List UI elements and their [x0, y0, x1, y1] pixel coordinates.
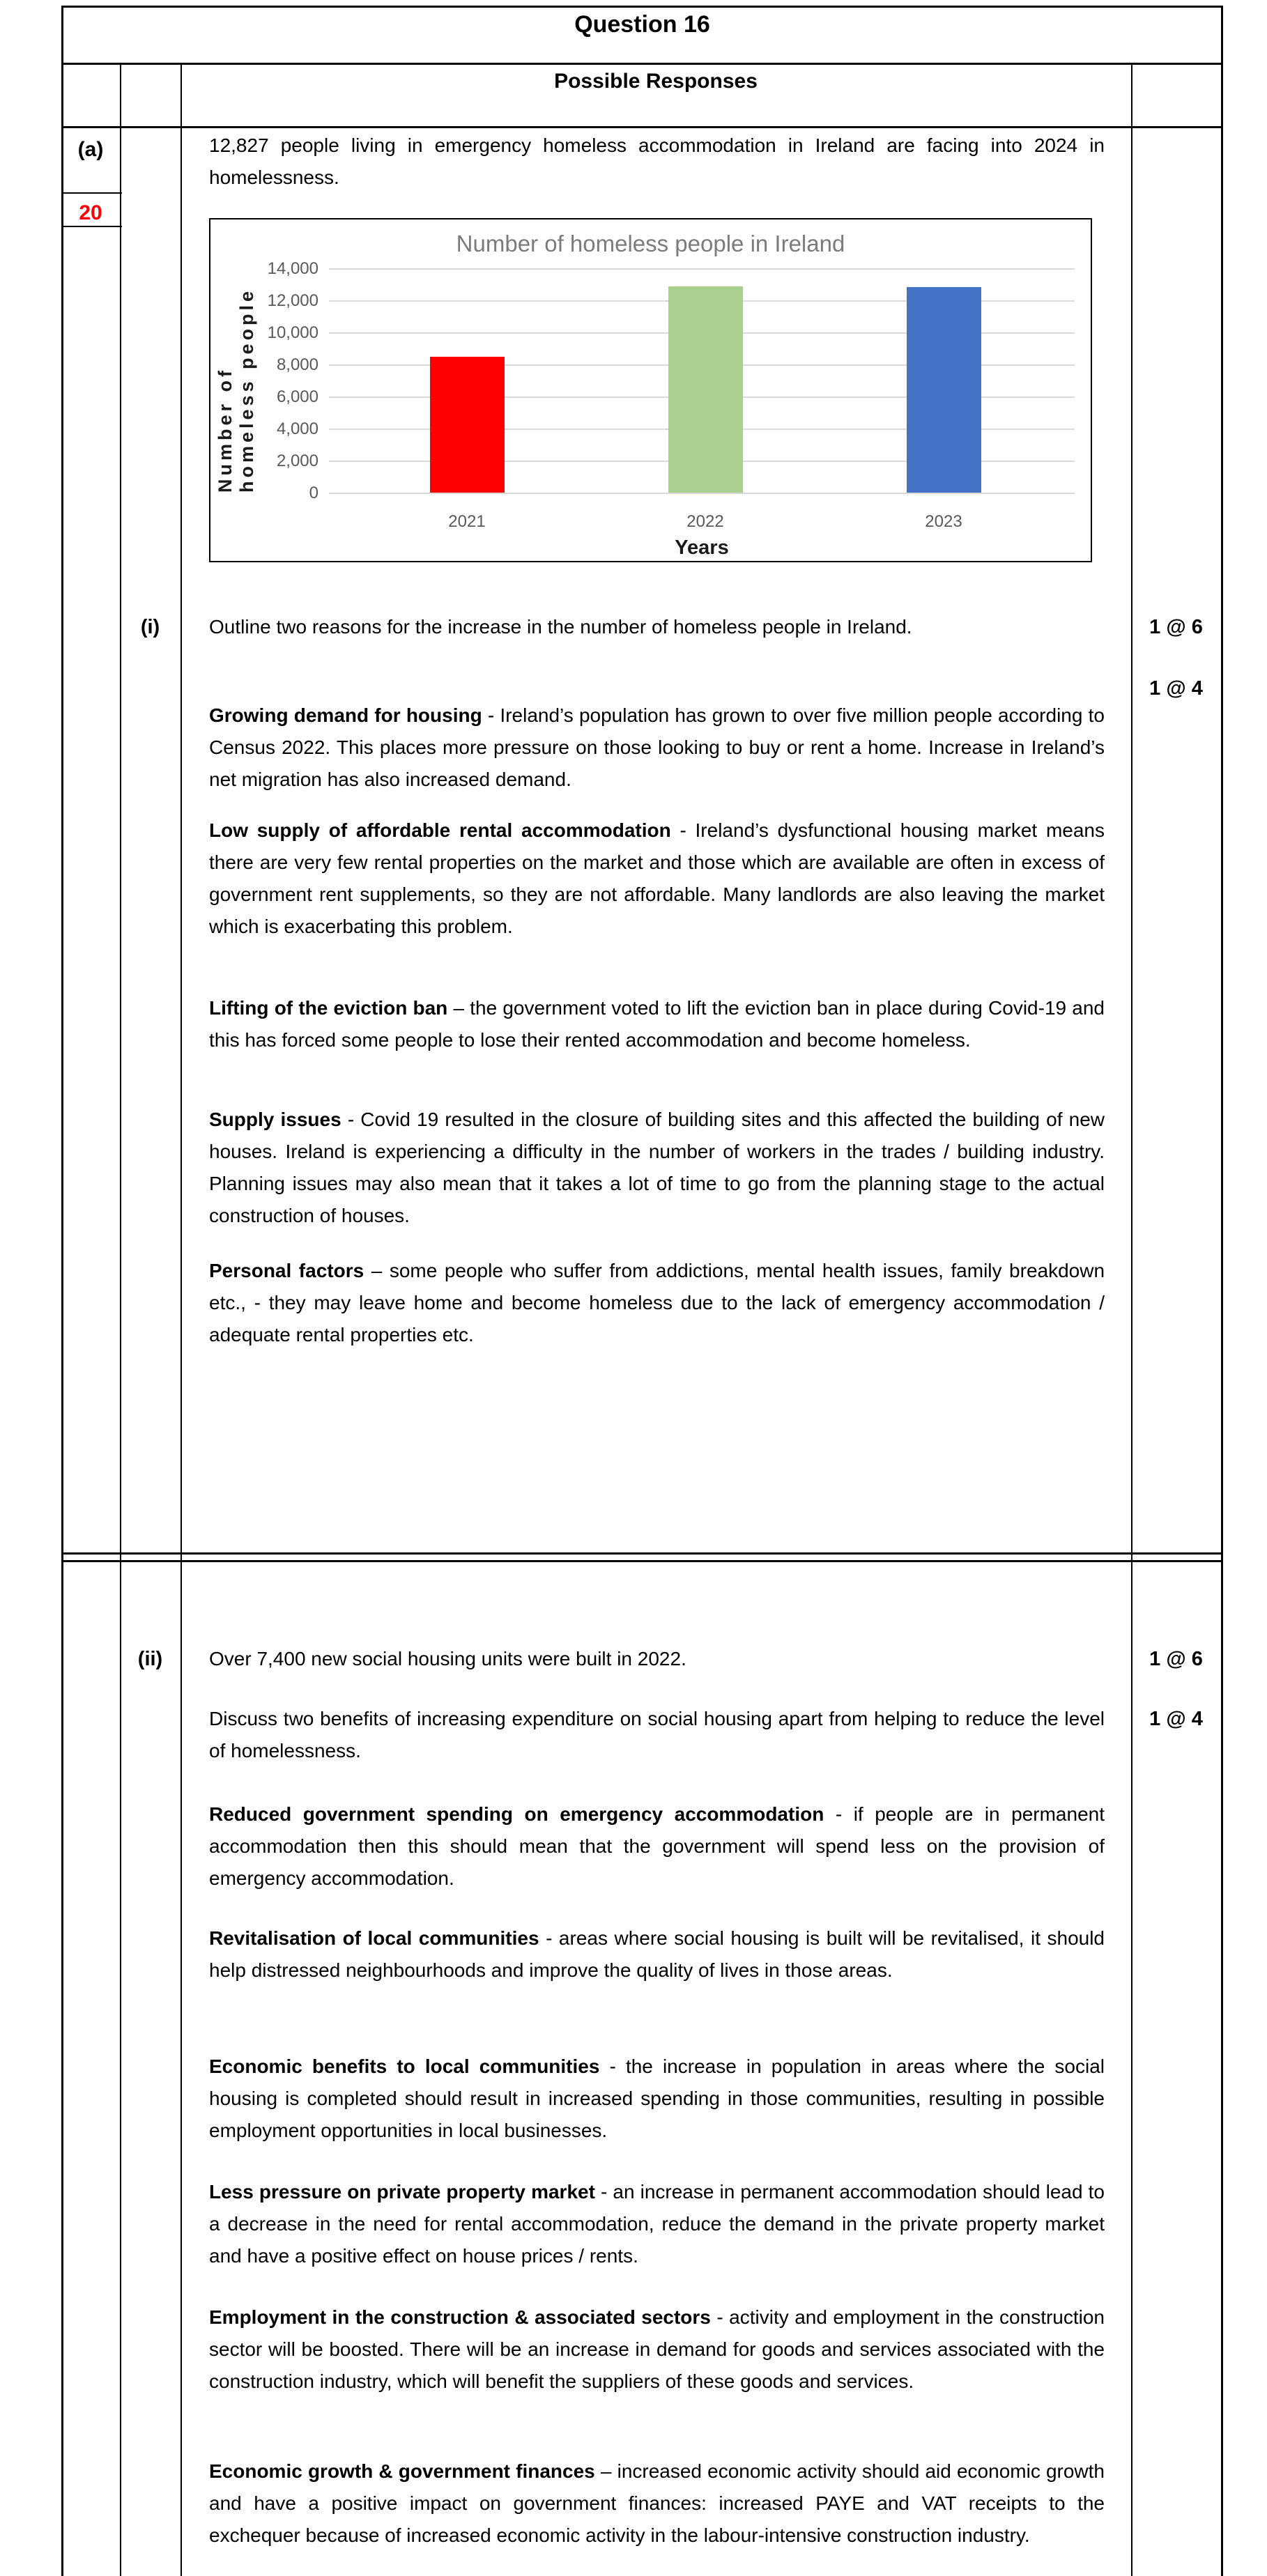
- sub-question-ii-text: Discuss two benefits of increasing expenditure on social housing apart from helping to reduce the level of homelessness.: [209, 1708, 1105, 1761]
- chart-x-tick-label: 2022: [686, 512, 724, 531]
- responses-row-divider: [61, 126, 1223, 128]
- sub-question-i-label: (i): [140, 616, 160, 638]
- marks-col-divider: [1131, 65, 1132, 2576]
- mark-i-first: 1 @ 6: [1149, 616, 1203, 638]
- part-a-intro: 12,827 people living in emergency homeless accommodation in Ireland are facing into 2024 in homelessness.: [209, 134, 1105, 188]
- response-point: Revitalisation of local communities - areas where social housing is built will be revitalised, it should help distressed neighbourhoods and improve the quality of lives in those areas.: [209, 1927, 1105, 1981]
- response-point: Reduced government spending on emergency accommodation - if people are in permanent accommodation then this should mean that the government will spend less on the provision of emergency accommodation.: [209, 1803, 1105, 1889]
- response-point: Personal factors – some people who suffer from addictions, mental health issues, family breakdown etc., - they may leave home and become homeless due to the lack of emergency accommodation / adequate rental properties etc.: [209, 1260, 1105, 1345]
- chart-y-tick-label: 10,000: [267, 323, 318, 342]
- part-a-label-underline: [61, 192, 122, 194]
- response-point: Supply issues - Covid 19 resulted in the closure of building sites and this affected the building of new houses. Ireland is experiencing a difficulty in the number of workers in the trades / building industry. Planning issues may also mean that it takes a lot of time to go from the planning stage to the actual construction of houses.: [209, 1109, 1105, 1226]
- sub-question-ii-intro: Over 7,400 new social housing units were built in 2022.: [209, 1648, 686, 1669]
- chart-bar-2022: [668, 286, 743, 493]
- possible-responses-heading: Possible Responses: [554, 70, 758, 93]
- chart-y-tick-label: 6,000: [276, 387, 318, 406]
- chart-y-axis-label: Number of homeless people: [215, 287, 257, 493]
- chart-x-tick-label: 2023: [925, 512, 962, 531]
- response-point: Lifting of the eviction ban – the government voted to lift the eviction ban in place during Covid-19 and this has forced some people to lose their rented accommodation and become homeless.: [209, 997, 1105, 1051]
- response-point: Growing demand for housing - Ireland’s population has grown to over five million people according to Census 2022. This places more pressure on those looking to buy or rent a home. Increase in Ireland’s net migration has also increased demand.: [209, 704, 1105, 790]
- table-border-top: [61, 6, 1223, 8]
- chart-gridline: [329, 493, 1075, 494]
- homeless-bar-chart: [209, 218, 1092, 562]
- response-point: Economic growth & government finances – increased economic activity should aid economic growth and have a positive impact on government finances: increased PAYE and VAT receipts to the exchequer because of increased economic activity in the labour-intensive construction industry.: [209, 2460, 1105, 2546]
- chart-x-axis-label: Years: [675, 537, 729, 559]
- response-point: Less pressure on private property market - an increase in permanent accommodation should lead to a decrease in the need for rental accommodation, reduce the demand in the private property market and have a positive effect on house prices / rents.: [209, 2181, 1105, 2267]
- chart-y-tick-label: 0: [309, 484, 318, 502]
- response-point: Low supply of affordable rental accommodation - Ireland’s dysfunctional housing market means there are very few rental properties on the market and those which are available are often in excess of government rent supplements, so they are not affordable. Many landlords are also leaving the market which is exacerbating this problem.: [209, 819, 1105, 937]
- part-a-total-marks: 20: [79, 201, 102, 224]
- mark-ii-first: 1 @ 6: [1149, 1648, 1203, 1670]
- chart-bar-2023: [907, 287, 981, 493]
- sub-question-ii-label: (ii): [137, 1648, 163, 1670]
- chart-x-tick-label: 2021: [448, 512, 486, 531]
- mark-ii-second: 1 @ 4: [1149, 1708, 1203, 1730]
- col2-divider: [181, 65, 182, 2576]
- row-divider-double-2: [61, 1560, 1223, 1562]
- part-a-label: (a): [77, 138, 104, 161]
- chart-y-tick-label: 8,000: [276, 355, 318, 374]
- mark-i-second: 1 @ 4: [1149, 677, 1203, 700]
- col1-divider: [120, 65, 121, 2576]
- response-point: Employment in the construction & associated sectors - activity and employment in the construction sector will be boosted. There will be an increase in demand for goods and services associated with the construction industry, which will benefit the suppliers of these goods and services.: [209, 2306, 1105, 2392]
- chart-bar-2021: [430, 357, 505, 493]
- header-row-divider: [61, 63, 1223, 65]
- chart-y-tick-label: 2,000: [276, 452, 318, 470]
- chart-gridline: [329, 268, 1075, 270]
- table-border-left: [61, 6, 63, 2576]
- chart-y-tick-label: 12,000: [267, 291, 318, 310]
- table-border-right: [1221, 6, 1223, 2576]
- response-point: Economic benefits to local communities - the increase in population in areas where the social housing is completed should result in increased spending in those communities, resulting in possible employment opportunities in local businesses.: [209, 2056, 1105, 2141]
- chart-title: Number of homeless people in Ireland: [456, 231, 845, 256]
- chart-y-tick-label: 14,000: [267, 259, 318, 278]
- question-title: Question 16: [574, 11, 710, 38]
- row-divider-double-1: [61, 1552, 1223, 1555]
- chart-y-tick-label: 4,000: [276, 419, 318, 438]
- sub-question-i-text: Outline two reasons for the increase in the number of homeless people in Ireland.: [209, 616, 912, 638]
